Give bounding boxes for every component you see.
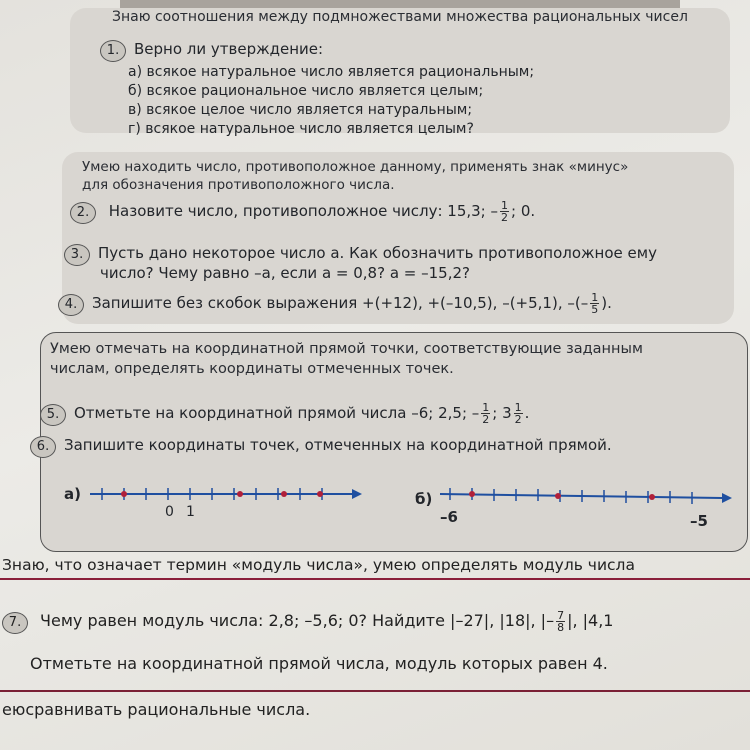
fraction: $\frac{1}{2}$ xyxy=(514,401,522,426)
section2-header-line2: для обозначения противоположного числа. xyxy=(82,177,395,193)
task-number: 2. xyxy=(70,202,96,224)
fraction: $\frac{1}{5}$ xyxy=(591,291,599,316)
task5-text: Отметьте на координатной прямой числа –6; 2,5; – xyxy=(74,404,480,422)
task3-line2: число? Чему равно –a, если a = 0,8? a = –15,2? xyxy=(100,264,470,282)
task1-question: Верно ли утверждение: xyxy=(134,40,324,58)
number-line-b xyxy=(438,484,738,508)
task-number: 4. xyxy=(58,294,84,316)
task2: 2. Назовите число, противоположное числу: 15,3; – $\frac{1}{2}$ ; 0. xyxy=(70,200,535,224)
task-number: 1. xyxy=(100,40,126,62)
footer-rule xyxy=(0,690,750,692)
task1-item-b: б) всякое рациональное число является целым; xyxy=(128,83,484,99)
task4-text: Запишите без скобок выражения +(+12), +(–10,5), –(+5,1), – xyxy=(92,294,575,312)
point-marker xyxy=(555,493,561,499)
point-marker xyxy=(281,491,287,497)
task1 xyxy=(100,40,323,62)
task7: 7. Чему равен модуль числа: 2,8; –5,6; 0? Найдите |–27|, |18|, |– $\frac{7}{8}$ |, |4,1 xyxy=(2,610,613,634)
task-number: 3. xyxy=(64,244,90,266)
task7-text: Чему равен модуль числа: 2,8; –5,6; 0? Найдите |–27|, |18|, |– xyxy=(40,611,555,630)
task3 xyxy=(64,244,657,266)
section4-header: Знаю, что означает термин «модуль числа», умею определять модуль числа xyxy=(2,556,635,574)
task5: 5. Отметьте на координатной прямой числа –6; 2,5; – $\frac{1}{2}$ ; 3 $\frac{1}{2}$ . xyxy=(40,402,529,426)
fraction: $\frac{1}{2}$ xyxy=(482,401,490,426)
task1-item-a: а) всякое натуральное число является рациональным; xyxy=(128,64,535,80)
point-marker xyxy=(649,494,655,500)
line-a-label: а) xyxy=(64,485,81,503)
task2-text: Назовите число, противоположное числу: 15,3; – xyxy=(108,202,499,220)
line-b-left: –6 xyxy=(440,508,458,526)
line-b-right: –5 xyxy=(690,512,708,530)
footer-text: еюсравнивать рациональные числа. xyxy=(2,700,311,719)
task6-text: Запишите координаты точек, отмеченных на координатной прямой. xyxy=(64,436,612,454)
section3-header-line1: Умею отмечать на координатной прямой точки, соответствующие заданным xyxy=(50,341,643,357)
task-number: 5. xyxy=(40,404,66,426)
point-marker xyxy=(469,491,475,497)
point-marker xyxy=(237,491,243,497)
task-number: 7. xyxy=(2,612,28,634)
section4-rule xyxy=(0,578,750,580)
task3-line1: Пусть дано некоторое число a. Как обозначить противоположное ему xyxy=(98,244,657,262)
point-marker xyxy=(121,491,127,497)
fraction: $\frac{1}{2}$ xyxy=(501,199,509,224)
task8: Отметьте на координатной прямой числа, модуль которых равен 4. xyxy=(30,654,608,673)
task6 xyxy=(30,436,612,458)
point-marker xyxy=(317,491,323,497)
line-a-tick0: 0 xyxy=(165,504,174,520)
task1-item-v: в) всякое целое число является натуральным; xyxy=(128,102,473,118)
line-b-label: б) xyxy=(415,490,433,508)
line-a-tick1: 1 xyxy=(186,504,195,520)
fraction: $\frac{7}{8}$ xyxy=(557,609,565,634)
section2-header-line1: Умею находить число, противоположное данному, применять знак «минус» xyxy=(82,159,629,175)
number-line-a xyxy=(88,482,368,506)
task1-item-g: г) всякое натуральное число является целым? xyxy=(128,121,474,137)
section3-header-line2: числам, определять координаты отмеченных точек. xyxy=(50,361,454,377)
task-number: 6. xyxy=(30,436,56,458)
task4: 4. Запишите без скобок выражения +(+12), +(–10,5), –(+5,1), –(– $\frac{1}{5}$ ). xyxy=(58,292,612,316)
section1-header: Знаю соотношения между подмножествами множества рациональных чисел xyxy=(112,9,688,25)
